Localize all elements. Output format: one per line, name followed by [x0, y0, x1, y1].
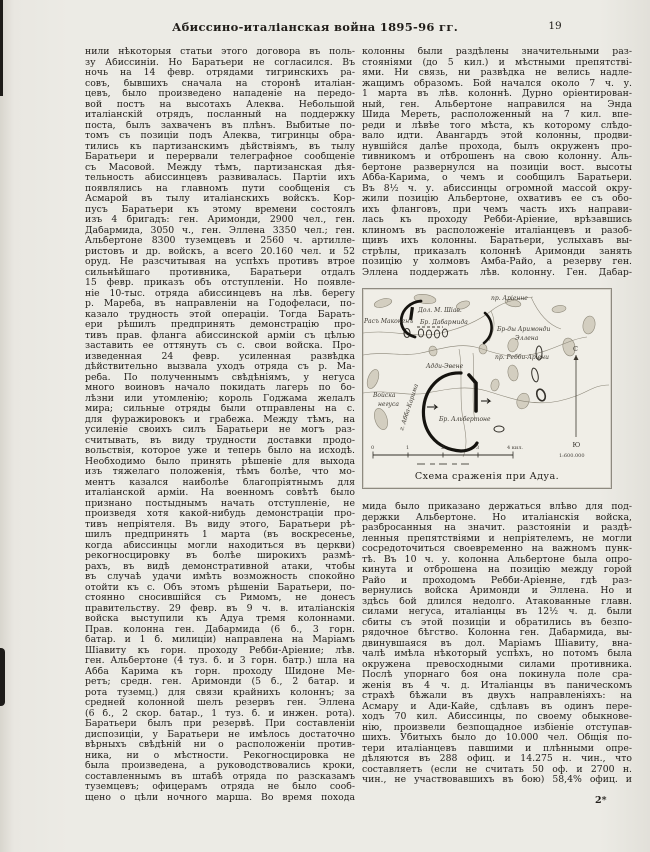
text-line: ери рѣшилъ предпринять демонстрацію про- [85, 320, 355, 330]
text-line: Райо и проходомъ Ребби-Аріенне, гдѣ раз- [362, 575, 632, 586]
text-line: Необходимо было принять рѣшеніе для выхода [85, 456, 355, 467]
text-line: щено о цѣли ночного марша. Во время похода [85, 792, 355, 803]
text-line: тивъ непріятеля. Въ виду этого, Баратьери рѣ- [85, 519, 355, 530]
text-line: держки Альбертоне. Но италіанскія войска, [362, 512, 632, 523]
text-line: вой постъ на высотахъ Алеква. Небольшой [85, 99, 355, 110]
text-line: томъ съ позиціи подъ Алеква, тигринцы обра- [85, 131, 355, 141]
text-line: тѣ. Въ 10 ч. у. колонна Альбертоне была опро- [362, 554, 632, 565]
text-line: шихъ. Убитыхъ было до 10.000 чел. Общія по- [362, 733, 632, 743]
text-line: совъ, бывшихъ сначала на сторонѣ италіан- [85, 78, 355, 89]
text-line: стоянно сносившійся съ Римомъ, не донесъ [85, 593, 355, 603]
text-line: дѣляются въ 288 офиц. и 14.275 н. чин., что [362, 754, 632, 764]
text-line: щивъ ихъ колонны. Баратьери, услыхавъ вы- [362, 236, 632, 246]
text-line: заставить ее оттянуть съ с. свои войска. Про- [85, 341, 355, 351]
text-line: ника, ни о мѣстности. Рекогносцировка не [85, 750, 355, 761]
figure-caption: Схема сраженія при Адуа. [414, 471, 560, 482]
text-line: жащимъ образомъ. Бой начался около 7 ч. у. [362, 78, 632, 89]
map-label-arimondi: Бр-ды Аримонди [497, 326, 551, 333]
text-line: жили позицію Альбертоне, охвативъ ее съ обо- [362, 194, 632, 204]
text-line: мира; сильные отряды были отправлены на с. [85, 404, 355, 414]
map-label-arienne-pass: пр. Аріенне [491, 295, 528, 302]
text-line: батар. и 1 б. милиціи) направлена на Маріамъ [85, 635, 355, 645]
text-line: зу Абиссиніи. Но Баратьери не согласился. Въ [85, 57, 355, 68]
page-content [85, 20, 632, 803]
map-label-addi: Адди-Эвене [426, 363, 464, 370]
text-line: изведенная 24 февр. усиленная развѣдка [85, 351, 355, 362]
text-line: сосредоточиться своевременно на важномъ пунк- [362, 544, 632, 554]
scale-ratio-label: 1:600.000 [559, 453, 585, 459]
text-line: тивъ прав. фланга абиссинской арміи съ цѣлью [85, 330, 355, 341]
right-column-text-bottom [362, 502, 632, 786]
text-line: туземцевъ; офицерамъ отряда не было сооб- [85, 782, 355, 792]
text-line: когда абиссинцы могли находиться въ церкви) [85, 540, 355, 551]
text-line: лась къ проходу Ребби-Аріение, врѣзавшись [362, 215, 632, 225]
text-line: Дабармида, 3050 ч., ген. Эллена 3350 чел.; ген. [85, 225, 355, 236]
text-line: чин., не участвовавшихъ въ бою) 58,4% офиц. и [362, 775, 632, 785]
text-line: сбиты съ этой позиціи и обратились въ безпо- [362, 617, 632, 628]
page-header [85, 20, 632, 38]
map-label-negus-troops-1: Войска [373, 392, 396, 399]
text-line: Послѣ упорнаго боя она покинула поле сра- [362, 670, 632, 680]
signature-mark: 2* [595, 795, 607, 806]
battle-map-drawing [363, 289, 611, 469]
text-line: рота туземц.) для связи крайнихъ колоннъ; за [85, 687, 355, 698]
text-line: Абба-Карима, о чемъ и сообщилъ Баратьери. [362, 173, 632, 183]
scan-artifact [0, 648, 5, 706]
text-line: ный, ген. Альбертоне направился на Энда [362, 99, 632, 110]
text-line: Эллена поддержать лѣв. колонну. Ген. Дабар- [362, 267, 632, 278]
text-line: женія въ 4 ч. д. Италіанцы въ паническомъ [362, 680, 632, 691]
map-label-albertone: Бр. Альбертоне [439, 416, 491, 423]
text-line: ями. Ни связь, ни развѣдка не велись надле- [362, 68, 632, 78]
text-line: ночь на 14 февр. отрядами тигринскихъ ра- [85, 68, 355, 78]
text-line: отойти къ с. Объ этомъ рѣшеніи Баратьери, по- [85, 582, 355, 593]
text-line: Баратьери и перервали телеграфное сообщеніе [85, 152, 355, 162]
map-terrain-hills [365, 293, 597, 431]
text-line: мида было приказано держаться влѣво для под- [362, 502, 632, 512]
battle-map-figure [362, 288, 612, 489]
text-line: окружена превосходными силами противника. [362, 659, 632, 670]
text-line: Асмару и Ади-Кайе, сдѣлавъ въ одинъ пере- [362, 701, 632, 712]
text-line: произведя хотя какой-нибудь демонстраціи про- [85, 509, 355, 519]
right-column-text-top [362, 47, 632, 278]
scan-artifact [0, 0, 3, 96]
scale-tick-3: 3 [476, 445, 480, 451]
text-line: шилъ предпринять 1 марта (въ воскресенье, [85, 530, 355, 540]
text-line: составляетъ (если не считать 50 оф. и 2700 н. [362, 764, 632, 775]
text-line: Абба Карима къ горн. проходу Шидоне Ме- [85, 666, 355, 677]
map-label-ellena: Эллена [515, 335, 539, 342]
text-line: тивникомъ и отброшенъ на свою колонну. Аль- [362, 152, 632, 162]
text-line: нили нѣкоторыя статьи этого договора въ поль- [85, 47, 355, 57]
text-line: ніе 10-тыс. отряда абиссинцевъ на лѣв. берегу [85, 288, 355, 299]
text-line: вернулись войска Аримонди и Эллена. Но и [362, 586, 632, 596]
text-line: пусъ Баратьери къ этому времени состоялъ [85, 204, 355, 215]
text-line: ристовъ и др. войскъ, а всего 20.160 чел. и 52 [85, 246, 355, 257]
text-line: Шида Мереть, расположенный на 7 кил. впе- [362, 110, 632, 120]
text-line: здѣсь бой длился недолго. Атакованные главн. [362, 596, 632, 607]
page-number: 19 [548, 20, 562, 32]
text-line: ходъ 70 кил. Абиссинцы, по своему обыкнове- [362, 712, 632, 722]
text-line: нію, произвели безпощадное избіеніе отступав- [362, 722, 632, 733]
text-line: (6 б., 2 скор. батар., 1 туз. б. и инжен. рота). [85, 708, 355, 719]
map-label-dabarmida: Бр. Дабармида [420, 319, 468, 326]
text-line: составленнымъ въ штабѣ отряда по разсказамъ [85, 771, 355, 782]
text-line: бертоне развернулся на позиціи вост. высоты [362, 162, 632, 173]
text-line: войска выступили къ Адуа тремя колоннами. [85, 614, 355, 624]
map-labels [363, 295, 550, 432]
text-line: тились къ партизанскимъ дѣйствіямъ, въ тылу [85, 141, 355, 152]
map-label-rebbi-arieni: пр. Ребби-Аріени [495, 354, 549, 361]
right-column [362, 47, 632, 803]
text-line: правительству. 29 февр. въ 9 ч. в. италіанскія [85, 603, 355, 614]
text-line: страхѣ бѣжали въ двухъ направленіяхъ: на [362, 691, 632, 701]
text-line: стрѣлы, приказалъ колоннѣ Аримонди занять [362, 246, 632, 257]
text-line: нувшійся далѣе прохода, былъ окруженъ про- [362, 141, 632, 152]
text-line: Въ 8½ ч. у. абиссинцы огромной массой окру- [362, 183, 632, 194]
text-line: италіанской арміи. На военномъ совѣтѣ было [85, 488, 355, 498]
text-line: лѣзни или утомленію; король Годжама желалъ [85, 393, 355, 404]
text-line: диспозиціи, у Баратьери не имѣлось достаточно [85, 729, 355, 740]
text-line: Прав. колонна ген. Дабармида (6 б., 3 горн. [85, 624, 355, 635]
compass-south-label: Ю [572, 441, 581, 449]
text-line: съ Масовой. Между тѣмъ, партизанская дѣя- [85, 162, 355, 173]
text-line: двинувшаяся въ дол. Маріамъ Шіавиту, вна- [362, 638, 632, 649]
scale-tick-4: 4 кил. [507, 445, 523, 451]
text-line: поста, былъ захваченъ въ плѣнъ. Выбитые по- [85, 120, 355, 131]
text-line: изъ тяжелаго положенія, тѣмъ болѣе, что мо- [85, 467, 355, 477]
map-label-ras-makonen: Расъ Маконенъ [364, 318, 414, 325]
text-line: разбросанныя на значит. разстояніи и раздѣ- [362, 523, 632, 533]
map-label-abba-karima: г. Абба-Карима [398, 383, 420, 432]
text-line: казало трудность этой операціи. Тогда Барать- [85, 309, 355, 320]
text-line: вольствія, которое уже и теперь было на исходѣ. [85, 446, 355, 456]
text-line: позицію у холмовъ Амба-Райо, а резерву ген. [362, 257, 632, 267]
text-columns [85, 47, 632, 803]
text-line: Баратьери былъ при резервѣ. При составленіи [85, 719, 355, 729]
text-line: колонны были раздѣлены значительными раз- [362, 47, 632, 57]
running-title: Абиссино-италіанская война 1895-96 гг. [171, 20, 459, 34]
text-line: реба. По полученнымъ свѣдѣніямъ, у негуса [85, 372, 355, 383]
text-line: для фуражировокъ и грабежа. Между тѣмъ, на [85, 414, 355, 425]
text-line: дѣйствительно вызвала уходъ отряда съ р. Ма- [85, 362, 355, 372]
text-line: клиномъ въ расположеніе италіанцевъ и разоб- [362, 225, 632, 236]
text-line: ихъ фланговъ, при чемъ часть ихъ направи- [362, 204, 632, 215]
text-line: вало идти. Авангардъ этой колонны, продви- [362, 131, 632, 141]
text-line: въ случаѣ удачи имѣть возможность спокойно [85, 572, 355, 582]
text-line: цевъ, было произведено нападеніе на передо- [85, 89, 355, 99]
text-line: 15 февр. приказъ объ отступленіи. Но появле- [85, 278, 355, 288]
text-line: чалѣ имѣла нѣкоторый успѣхъ, но потомъ была [362, 649, 632, 659]
text-line: Асмарой въ тылу италіанскихъ войскъ. Кор- [85, 194, 355, 204]
map-label-valley: Дол. М. Шіав. [418, 307, 462, 314]
text-line: усиленіе своихъ силъ Баратьери не могъ раз- [85, 425, 355, 435]
text-line: Альбертоне 8300 туземцевъ и 2560 ч. артилле- [85, 236, 355, 246]
text-line: вѣрныхъ свѣдѣній ни о расположеніи против- [85, 740, 355, 750]
text-line: тельность абиссинцевъ развивалась. Партіи ихъ [85, 173, 355, 183]
text-line: много воиновъ начало покидать лагерь по бо- [85, 383, 355, 393]
text-line: средней колонной шелъ резервъ ген. Эллена [85, 698, 355, 708]
text-line: силами негуса, италіанцы въ 12½ ч. д. были [362, 607, 632, 617]
text-line: р. Мареба, въ направленіи на Годофеласи, по- [85, 299, 355, 309]
text-line: реди и лѣвѣе того мѣста, къ которому слѣдо- [362, 120, 632, 131]
map-label-negus-troops-2: негуса [378, 401, 399, 408]
left-column [85, 47, 355, 803]
text-line: италіанскій отрядъ, посланный на поддержку [85, 110, 355, 120]
text-line: тери италіанцевъ павшими и плѣнными опре- [362, 743, 632, 754]
text-line: появлялись на главномъ пути сообщенія съ [85, 183, 355, 194]
text-line: кинута и отброшена на позицію между горой [362, 565, 632, 575]
compass-north-label: С [573, 345, 578, 353]
scale-tick-1: 1 [406, 445, 410, 451]
scale-tick-2: 2 [441, 445, 445, 451]
text-line: изъ 4 бригадъ: ген. Аримонди, 2900 чел., ген. [85, 215, 355, 225]
text-line: ген. Альбертоне (4 туз. б. и 3 горн. батр.) шла на [85, 656, 355, 666]
text-line: ментъ казался наиболѣе благопріятнымъ для [85, 477, 355, 488]
text-line: рекогносцировку въ болѣе широкихъ размѣ- [85, 551, 355, 561]
text-line: рядочное бѣгство. Колонна ген. Дабармида, вы- [362, 628, 632, 638]
text-line: стояніями (до 5 кил.) и мѣстными препятстві- [362, 57, 632, 68]
text-line: оруд. Не разсчитывая на успѣхъ противъ втрое [85, 257, 355, 267]
text-line: сильнѣйшаго противника, Баратьери отдалъ [85, 267, 355, 278]
text-line: ретъ; средн. ген. Аримонди (5 б., 2 батар. и [85, 677, 355, 687]
text-line: была произведена, а руководствовались кроки, [85, 761, 355, 771]
text-line: признано постыднымъ начать отступленіе, не [85, 498, 355, 509]
scale-tick-0: 0 [371, 445, 375, 451]
text-line: считывать, въ виду трудности доставки продо- [85, 435, 355, 446]
text-line: 1 марта въ лѣв. колоннѣ. Дурно оріентирован- [362, 89, 632, 99]
text-line: ленныя препятствіями и непріятелемъ, не могли [362, 533, 632, 544]
text-line: Шіавиту къ горн. проходу Ребби-Аріение; лѣв. [85, 645, 355, 656]
text-line: рахъ, въ видѣ демонстративной атаки, чтобы [85, 561, 355, 572]
map-scale-bar [371, 445, 585, 464]
